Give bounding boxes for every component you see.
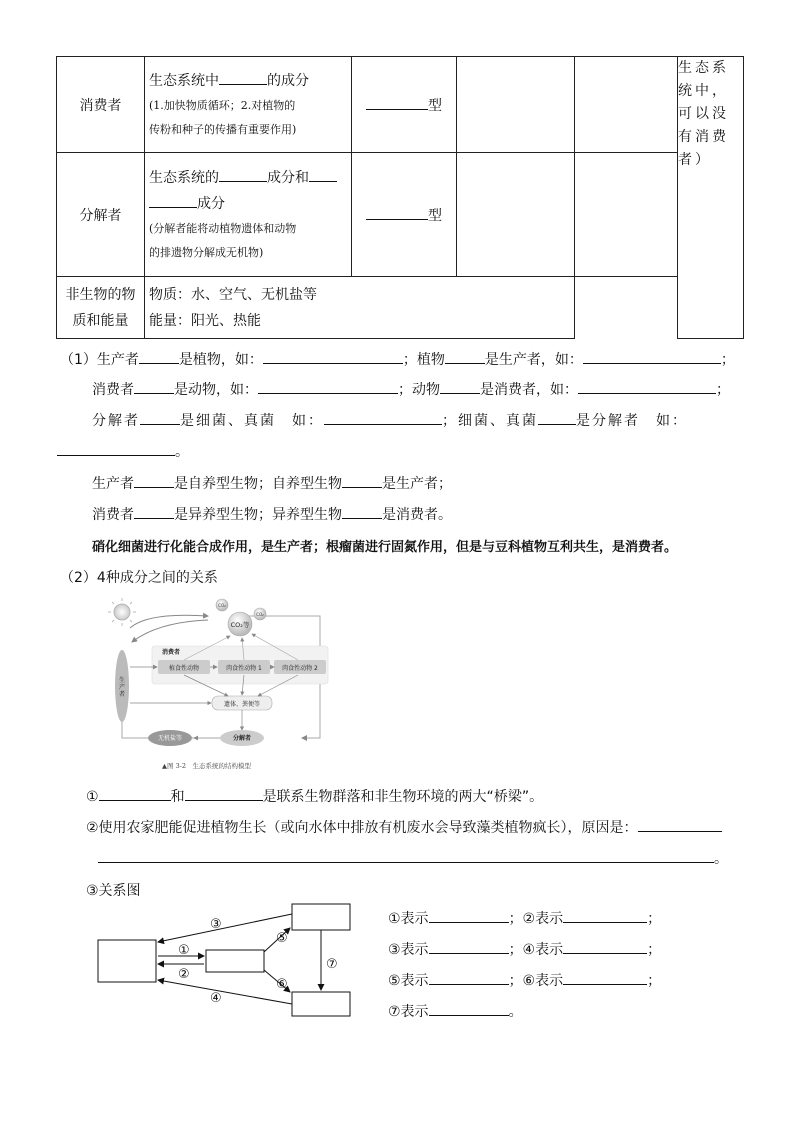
table-row xyxy=(57,277,744,339)
legend-row3: ⑤表示 ；⑥表示 ； xyxy=(388,970,661,990)
section1-line3-cont: 。 xyxy=(57,441,189,461)
abiotic-desc: 物质：水、空气、无机盐等 能量：阳光、热能 xyxy=(145,277,575,339)
ecosystem-structure-figure xyxy=(108,598,340,774)
question-manure: ②使用农家肥能促进植物生长（或向水体中排放有机废水会导致藻类植物疯长），原因是： xyxy=(86,817,722,837)
svg-text:③: ③ xyxy=(210,917,222,932)
abiotic-name: 非生物的物 质和能量 xyxy=(57,277,145,339)
diagram-box-left xyxy=(98,940,156,982)
legend-row4: ⑦表示 。 xyxy=(388,1001,523,1021)
consumer-name: 消费者 xyxy=(57,57,145,153)
svg-text:分解者: 分解者 xyxy=(232,735,252,742)
diagram-box-middle xyxy=(206,950,264,972)
section1-line1: （1）生产者 是植物，如： ；植物 是生产者，如： ； xyxy=(60,349,735,369)
empty-cell xyxy=(575,153,678,277)
svg-text:肉食性动物 1: 肉食性动物 1 xyxy=(226,665,262,672)
svg-text:▲图 3-2 生态系统的结构模型: ▲图 3-2 生态系统的结构模型 xyxy=(162,762,252,770)
empty-cell xyxy=(575,57,678,153)
consumer-desc: 生态系统中 的成分 (1.加快物质循环；2.对植物的 传粉和种子的传播有重要作用) xyxy=(145,57,352,153)
section1-line5: 消费者 是异养型生物；异养型生物 是消费者。 xyxy=(92,504,452,524)
diagram-box-top xyxy=(292,904,350,930)
svg-text:④: ④ xyxy=(210,991,222,1006)
empty-cell xyxy=(457,57,575,153)
ecosystem-components-table xyxy=(56,56,744,339)
svg-text:⑦: ⑦ xyxy=(326,957,338,972)
legend-row2: ③表示 ；④表示 ； xyxy=(388,939,661,959)
relation-diagram-title: ③关系图 xyxy=(86,883,141,899)
svg-text:①: ① xyxy=(178,943,190,958)
section1-line4: 生产者 是自养型生物；自养型生物 是生产者； xyxy=(92,473,452,493)
svg-text:CO₂等: CO₂等 xyxy=(230,621,250,629)
table-row xyxy=(57,153,744,277)
svg-text:遗体、粪便等: 遗体、粪便等 xyxy=(223,701,261,708)
table-row xyxy=(57,57,744,153)
diagram-box-bottom xyxy=(292,992,350,1016)
consumer-type-blank[interactable] xyxy=(366,95,428,110)
svg-text:CO₂: CO₂ xyxy=(256,612,264,617)
section1-line3: 分解者 是细菌、真菌 如： ；细菌、真菌 是分解者 如： xyxy=(92,410,688,430)
relationship-diagram xyxy=(96,900,358,1022)
svg-text:植食性动物: 植食性动物 xyxy=(168,665,200,672)
svg-text:CO₂: CO₂ xyxy=(218,603,226,608)
sun-icon xyxy=(108,598,136,626)
section2-title: （2）4种成分之间的关系 xyxy=(60,570,218,586)
svg-text:产: 产 xyxy=(118,684,126,691)
svg-text:消费者: 消费者 xyxy=(162,649,181,656)
svg-text:⑥: ⑥ xyxy=(276,977,288,992)
decomposer-name: 分解者 xyxy=(57,153,145,277)
svg-text:⑤: ⑤ xyxy=(276,931,288,946)
svg-text:生: 生 xyxy=(118,677,126,684)
section1-line2: 消费者 是动物，如： ；动物 是消费者，如： ； xyxy=(92,379,730,399)
side-note: 生态系统中，可以没有消费者） xyxy=(678,57,744,339)
consumer-type: 型 xyxy=(352,57,457,153)
legend-row1: ①表示 ；②表示 ； xyxy=(388,908,661,928)
decomposer-type: 型 xyxy=(352,153,457,277)
empty-cell xyxy=(457,153,575,277)
decomposer-type-blank[interactable] xyxy=(366,205,428,220)
svg-text:无机盐等: 无机盐等 xyxy=(157,735,183,742)
question-manure-cont: 。 xyxy=(98,848,728,868)
question-bridges: ① 和 是联系生物群落和非生物环境的两大“桥梁”。 xyxy=(86,786,543,806)
svg-text:者: 者 xyxy=(118,691,126,698)
svg-text:②: ② xyxy=(178,967,190,982)
decomposer-desc: 生态系统的 成分和 成分 (分解者能将动植物遗体和动物 的排遗物分解成无机物) xyxy=(145,153,352,277)
section1-bold-note: 硝化细菌进行化能合成作用，是生产者；根瘤菌进行固氮作用，但是与豆科植物互利共生，是消费者。 xyxy=(92,540,678,555)
svg-text:肉食性动物 2: 肉食性动物 2 xyxy=(282,665,318,672)
